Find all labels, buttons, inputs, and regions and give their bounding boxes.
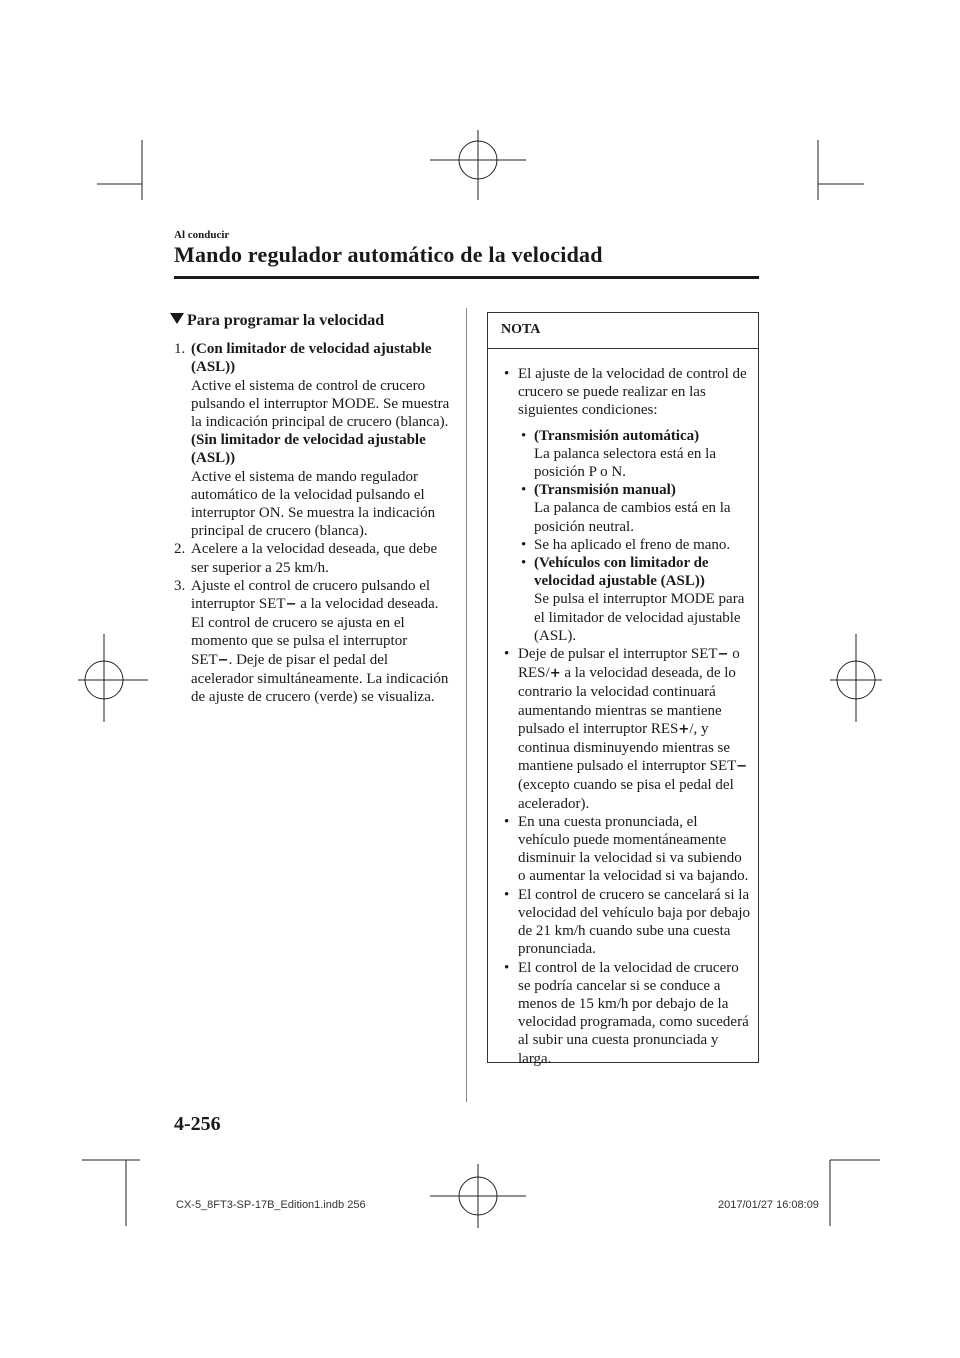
bullet-icon: • — [504, 366, 510, 382]
bullet-icon: • — [521, 536, 527, 553]
note-box — [487, 312, 759, 1067]
page-number: 4-256 — [174, 1113, 221, 1135]
note-sub-bullet: • (Transmisión automática) La palanca selectora está en la posición P o N. — [521, 427, 716, 481]
section-label: Al conducir — [174, 229, 230, 241]
step-3: 3. Ajuste el control de crucero pulsando el interruptor SET− a la velocidad deseada. El control de crucero se ajusta en el momento que se pulsa el interruptor SET−. Deje de pisar el pedal del acelerador simultáneamente. La indicación de ajuste de crucero (verde) se visualiza. — [174, 577, 449, 706]
step-1-noasl-text: Active el sistema de mando regulador automático de la velocidad pulsando el interruptor ON. Se muestra la indicación principal de crucero (blanca). — [191, 468, 436, 540]
step-1-asl-text: Active el sistema de control de crucero pulsando el interruptor MODE. Se muestra la indicación principal de crucero (blanca). — [191, 377, 450, 431]
bullet-icon: • — [504, 813, 510, 830]
minus-icon: − — [717, 647, 729, 663]
subheading: Para programar la velocidad — [170, 312, 450, 330]
note-header: NOTA — [488, 313, 758, 349]
note-bullet: • El control de la velocidad de crucero se podría cancelar si se conduce a menos de 15 km/h por debajo de la velocidad programada, como sucederá al subir una cuesta pronunciada y larga. — [504, 959, 749, 1067]
column-divider — [466, 308, 467, 1102]
footer-filename: CX-5_8FT3-SP-17B_Edition1.indb 256 — [176, 1199, 366, 1211]
note-bullet: • El ajuste de la velocidad de control de crucero se puede realizar en las siguientes condiciones: — [504, 366, 747, 419]
minus-icon: − — [736, 759, 748, 775]
footer-timestamp: 2017/01/27 16:08:09 — [718, 1199, 819, 1211]
bullet-icon: • — [504, 646, 510, 663]
instructions-column — [174, 312, 450, 706]
plus-icon: + — [549, 666, 561, 682]
bullet-icon: • — [521, 427, 527, 444]
note-bullet: • El control de crucero se cancelará si la velocidad del vehículo baja por debajo de 21 km/h cuando sube una cuesta pronunciada. — [504, 886, 750, 958]
bullet-icon: • — [504, 959, 510, 976]
note-sub-bullet: • Se ha aplicado el freno de mano. — [521, 536, 731, 553]
step-1-asl-heading: (Con limitador de velocidad ajustable (ASL)) — [191, 341, 432, 376]
step-1: 1. (Con limitador de velocidad ajustable (ASL)) Active el sistema de control de crucero pulsando el interruptor MODE. Se muestra la indicación principal de crucero (blanca). (Sin limitador de velocidad ajustable (ASL)) Active el sistema de mando regulador automático de la velocidad pulsando el interruptor ON. Se muestra la indicación principal de crucero (blanca). — [174, 341, 450, 540]
minus-icon: − — [285, 597, 297, 613]
step-2: 2. Acelere a la velocidad deseada, que debe ser superior a 25 km/h. — [174, 541, 438, 576]
page-title: Mando regulador automático de la velocidad — [174, 242, 603, 267]
step-1-noasl-heading: (Sin limitador de velocidad ajustable (ASL)) — [191, 432, 426, 467]
plus-icon: + — [678, 721, 690, 737]
bullet-icon: • — [521, 555, 527, 572]
title-rule — [174, 276, 759, 279]
bullet-icon: • — [521, 482, 527, 499]
note-bullet: • En una cuesta pronunciada, el vehículo puede momentáneamente disminuir la velocidad si va subiendo o aumentar la velocidad si va bajando. — [504, 813, 749, 885]
note-bullet: • Deje de pulsar el interruptor SET− o RES/+ a la velocidad deseada, de lo contrario la velocidad continuará aumentando mientras se mantiene pulsado el interruptor RES+/, y continua disminuyendo mientras se mantiene pulsado el interruptor SET− (excepto cuando se pisa el pedal del acelerador). — [504, 646, 748, 812]
note-sub-bullet: • (Transmisión manual) La palanca de cambios está en la posición neutral. — [521, 482, 731, 535]
triangle-down-icon — [170, 313, 184, 324]
minus-icon: − — [217, 652, 229, 668]
note-sub-bullet: • (Vehículos con limitador de velocidad ajustable (ASL)) Se pulsa el interruptor MODE para el limitador de velocidad ajustable (ASL). — [521, 555, 745, 644]
bullet-icon: • — [504, 886, 510, 903]
